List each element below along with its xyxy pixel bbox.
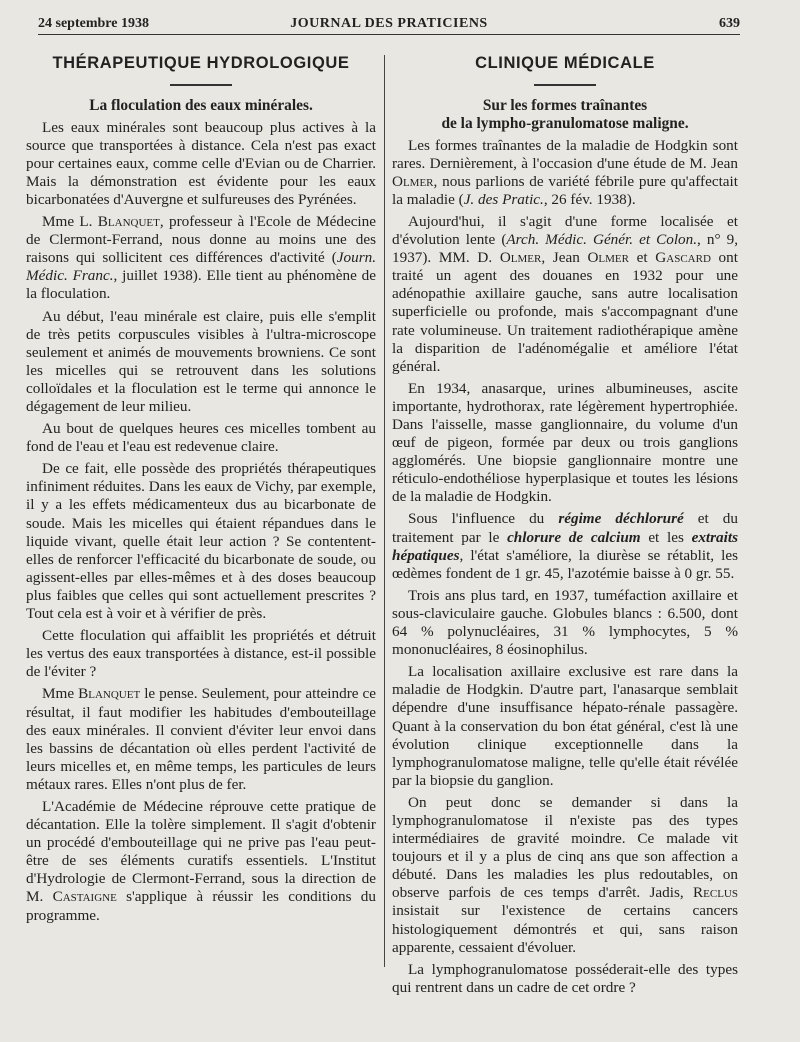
emphasis: régime déchloruré: [558, 510, 684, 528]
section-heading-hydrologie: THÉRAPEUTIQUE HYDROLOGIQUE: [52, 54, 350, 72]
journal-title: JOURNAL DES PRATICIENS: [290, 16, 488, 31]
column-divider: [384, 55, 385, 967]
article-title-lymphogranulomatose: [392, 97, 738, 133]
section-heading-clinique: CLINIQUE MÉDICALE: [475, 54, 655, 72]
paragraph: Cette floculation qui affaiblit les propriétés et détruit les vertus des eaux transportées à distance, est-il possible de l'éviter ?: [26, 627, 376, 681]
paragraph: De ce fait, elle possède des propriétés thérapeutiques infiniment réduites. Dans les eaux de Vichy, par exemple, il y a les effets médicamenteux dus au bicarbonate de soude. Mais les micelles qui étaient répandues dans le liquide vivant, quelle était leur action ? Se contentent-elles de renforcer l'efficacité du bicarbonate de soude, ou agissent-elles par elles-mêmes et à des doses beaucoup plus faibles que celles qui sont actuellement prescrites ? Tout cela est à voir et à vérifier de près.: [26, 460, 376, 623]
title-rule: [534, 84, 596, 86]
text-run: , Jean: [541, 249, 588, 267]
text-run: et: [629, 249, 656, 267]
paragraph: [392, 213, 738, 376]
text-run: On peut donc se demander si dans la lymphogranulomatose il n'existe pas des types intermédiaires de gravité moindre. Ce malade vit toujours et il y a plus de cinq ans que son affection a débuté. Dans les maladies les plus redoutables, on observe parfois de ces temps d'arrêt. Jadis,: [392, 793, 738, 902]
text-run: , nous parlions de variété fébrile pure qu'affectait la maladie (: [392, 172, 738, 208]
right-column: [392, 52, 738, 1001]
paragraph: Trois ans plus tard, en 1937, tuméfaction axillaire et sous-claviculaire gauche. Globules blancs : 6.500, dont 64 % polynucléaires, 31 % lymphocytes, 5 % mononucléaires, 8 éosinophilus.: [392, 586, 738, 659]
text-run: et du traitement par le: [392, 510, 738, 546]
author-name: Gascard: [655, 249, 711, 267]
author-name: Castaigne: [52, 888, 117, 906]
title-line: Sur les formes traînantes: [482, 96, 648, 114]
journal-reference: Journ. Médic. Franc.: [26, 249, 376, 285]
emphasis: extraits hépatiques: [392, 528, 738, 564]
text-run: , professeur à l'Ecole de Médecine de Clermont-Ferrand, nous donne au moins une des raisons qui sollicitent ces différences d'activité (: [26, 213, 376, 267]
left-column: [26, 52, 376, 929]
paragraph: En 1934, anasarque, urines albumineuses, ascite importante, hydrothorax, rate légèrement hypertrophiée. Dans l'aisselle, masse ganglionnaire, du volume d'un œuf de pigeon, formée par deux ou trois ganglions agglomérés. Une biopsie ganglionnaire montre une réticulo-endothéliose hyperplasique et toutes les lésions de la maladie de Hodgkin.: [392, 379, 738, 506]
text-run: insistait sur l'existence de certains cancers histologiquement démontrés et qui, sans raison apparente, cessaient d'évoluer.: [392, 902, 738, 956]
text-run: , juillet 1938). Elle tient au phénomène de la floculation.: [26, 267, 376, 303]
paragraph: [26, 213, 376, 303]
text-run: ont traité un agent des douanes en 1932 pour une adénopathie axillaire gauche, sans autre localisation superficielle ou profonde, mais s'accompagnant d'une rate volumineuse. Un traitement radiothérapique amène la disparition de l'adénomégalie et améliore l'état général.: [392, 249, 738, 375]
journal-reference: J. des Pratic.: [463, 190, 544, 208]
author-name: Blanquet: [78, 685, 141, 703]
author-name: Blanquet: [97, 213, 160, 231]
author-name: Olmer: [392, 172, 434, 190]
author-name: Olmer: [499, 249, 542, 267]
text-run: le pense. Seulement, pour atteindre ce résultat, il faut modifier les habitudes d'embouteillage des eaux minérales. Il convient d'éviter leur envoi dans les bassins de décantation où elles perdent l'activité de leurs micelles et, en même temps, les particules de leurs métaux rares. Elles n'ont plus de fer.: [26, 685, 376, 793]
emphasis: chlorure de calcium: [507, 528, 641, 546]
text-run: Mme: [42, 685, 79, 703]
paragraph: La lymphogranulomatose posséderait-elle des types qui rentrent dans un cadre de cet ordre ?: [392, 960, 738, 996]
text-run: s'applique à réussir les conditions du programme.: [26, 888, 376, 924]
text-run: et les: [640, 528, 692, 546]
text-run: , 26 fév. 1938).: [543, 190, 636, 208]
journal-reference: Arch. Médic. Génér. et Colon.: [506, 231, 698, 249]
text-run: , l'état s'améliore, la diurèse se rétablit, les œdèmes fondent de 1 gr. 45, l'azotémie baisse à 0 gr. 55.: [392, 546, 738, 582]
paragraph: [392, 510, 738, 582]
paragraph: [392, 137, 738, 209]
paragraph: [26, 798, 376, 925]
title-line: de la lympho-granulomatose maligne.: [441, 114, 689, 132]
paragraph: [392, 794, 738, 957]
text-run: Mme L.: [42, 213, 98, 231]
paragraph: Les eaux minérales sont beaucoup plus actives à la source que transportées à distance. Cela n'est pas exact pour certaines eaux, comme celle d'Evian ou de Charrier. Mais la démonstration est évidente pour les eaux bicarbonatées d'Auvergne et sulfureuses des Pyrénées.: [26, 118, 376, 208]
header-date: 24 septembre 1938: [38, 16, 149, 31]
paragraph: La localisation axillaire exclusive est rare dans la maladie de Hodgkin. D'autre part, l'anasarque semblait dépendre d'une insuffisance hépato-rénale passagère. Quant à la conservation du bon état général, c'est là une évolution clinique exceptionnelle dans la lymphogranulomatose maligne, telle qu'elle était révélée par la biopsie du ganglion.: [392, 663, 738, 789]
paragraph: Au bout de quelques heures ces micelles tombent au fond de l'eau et l'eau est redevenue claire.: [26, 420, 376, 456]
author-name: Olmer: [587, 249, 629, 267]
page-number: 639: [719, 16, 740, 31]
article-title-floculation: La floculation des eaux minérales.: [89, 96, 313, 114]
running-header: [38, 14, 740, 35]
text-run: Les formes traînantes de la maladie de Hodgkin sont rares. Dernièrement, à l'occasion d'une étude de M. Jean: [392, 136, 738, 172]
text-run: Aujourd'hui, il s'agit d'une forme localisée et d'évolution lente (: [392, 212, 738, 249]
text-run: L'Académie de Médecine réprouve cette pratique de décantation. Elle la tolère simplement. Il s'agit d'obtenir un procédé d'embouteillage qui ne prive pas l'eau peut-être de ses éléments curatifs essentiels. L'Institut d'Hydrologie de Clermont-Ferrand, sous la direction de M.: [26, 797, 376, 906]
text-run: , n° 9, 1937). MM. D.: [392, 231, 738, 267]
title-rule: [170, 84, 232, 86]
author-name: Reclus: [693, 884, 738, 902]
text-run: Sous l'influence du: [408, 510, 559, 528]
paragraph: [26, 685, 376, 794]
paragraph: Au début, l'eau minérale est claire, puis elle s'emplit de très petits corpuscules visibles à l'ultra-microscope seulement et animés de mouvements browniens. Ce sont les micelles qui se retrouvent dans les solutions colloïdales et la floculation est le terme qui annonce le dégagement de leur milieu.: [26, 307, 376, 415]
